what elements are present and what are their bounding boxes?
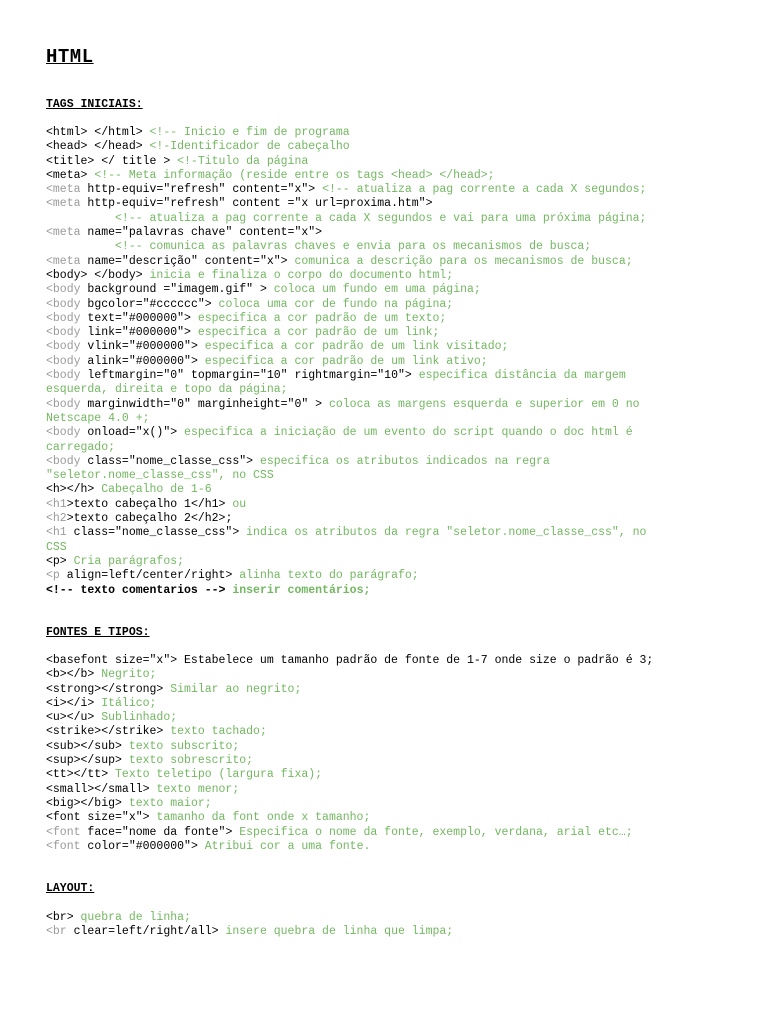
tag-start-text: <font: [46, 839, 88, 853]
code-text: <b></b>: [46, 668, 102, 682]
reference-line: [46, 740, 736, 754]
comment-text: alinha texto do parágrafo;: [239, 569, 419, 583]
comment-text: quebra de linha;: [80, 911, 191, 924]
code-text: marginwidth="0" marginheight="0" >: [87, 397, 329, 411]
comment-text: carregado;: [46, 440, 116, 454]
code-text: align=left/center/right>: [66, 569, 240, 583]
code-text: <h></h>: [46, 483, 102, 497]
reference-line: [46, 584, 736, 598]
code-text: alink="#000000">: [87, 354, 205, 368]
section-heading-tags-iniciais: TAGS INICIAIS:: [46, 98, 143, 111]
tag-start-text: <h1: [46, 497, 67, 511]
comment-text: texto tachado;: [170, 725, 267, 739]
code-text: background ="imagem.gif" >: [87, 283, 274, 297]
reference-line: [46, 398, 736, 412]
comment-text: Atribui cor a uma fonte.: [204, 839, 371, 853]
tag-start-text: <font: [46, 825, 88, 839]
comment-text: Especifica o nome da fonte, exemplo, verdana, arial etc…;: [239, 825, 633, 839]
code-text: <head> </head>: [46, 140, 150, 154]
code-text: <tt></tt>: [46, 768, 116, 782]
code-text: <strong></strong>: [46, 682, 171, 696]
code-text: leftmargin="0" topmargin="10" rightmargin="10">: [87, 369, 419, 383]
reference-line: [46, 383, 736, 397]
tag-start-text: <body: [46, 354, 88, 368]
comment-text: Itálico;: [101, 696, 157, 710]
comment-text: texto sobrescrito;: [128, 754, 254, 768]
comment-text: especifica a cor padrão de um link;: [197, 326, 440, 340]
reference-line: [46, 240, 736, 254]
reference-line: [46, 512, 736, 526]
comment-text: indica os atributos da regra "seletor.nome_classe_css", no: [246, 526, 647, 540]
tag-start-text: <body: [46, 426, 88, 440]
code-text: <title> </ title >: [46, 154, 178, 168]
comment-text: <!-Titulo da página: [177, 154, 309, 168]
tag-start-text: <body: [46, 369, 88, 383]
comment-text: Netscape 4.0 +;: [46, 411, 150, 425]
tag-start-text: <body: [46, 454, 88, 468]
section-heading-fontes-e-tipos: FONTES E TIPOS:: [46, 626, 150, 639]
tag-start-text: <body: [46, 326, 88, 340]
code-text: class="nome_classe_css">: [87, 454, 260, 468]
code-text: <br>: [46, 911, 81, 924]
reference-line: [46, 654, 736, 668]
code-text: <u></u>: [46, 711, 102, 725]
tag-start-text: <h1: [46, 526, 74, 540]
reference-line: [46, 498, 736, 512]
code-text: <i></i>: [46, 696, 102, 710]
comment-text: coloca as margens esquerda e superior em 0 no: [328, 397, 640, 411]
code-text: face="nome da fonte">: [87, 825, 240, 839]
reference-line: [46, 326, 736, 340]
comment-text: Texto teletipo (largura fixa);: [115, 768, 323, 782]
comment-text: texto maior;: [128, 796, 212, 810]
code-text: name="palavras chave" content="x">: [87, 226, 323, 240]
comment-text: especifica a cor padrão de um link ativo;: [204, 354, 488, 368]
tag-start-text: <p: [46, 569, 67, 583]
reference-line: [46, 155, 736, 169]
comment-text: especifica a iniciação de um evento do script quando o doc html é: [184, 426, 633, 440]
reference-line: [46, 283, 736, 297]
section-heading-layout: LAYOUT:: [46, 882, 95, 895]
reference-line: [46, 269, 736, 283]
comment-text: <!-- Inicio e fim de programa: [149, 126, 350, 139]
code-text: >texto cabeçalho 2</h2>;: [66, 512, 233, 526]
code-text: clear=left/right/all>: [73, 925, 226, 939]
code-text: <font size="x">: [46, 811, 157, 825]
reference-line: [46, 455, 736, 469]
comment-text: especifica distância da margem: [418, 369, 626, 383]
reference-line: [46, 911, 736, 925]
code-text: http-equiv="refresh" content ="x url=proxima.htm">: [87, 197, 433, 211]
comment-text: esquerda, direita e topo da página;: [46, 383, 288, 397]
code-text: <p>: [46, 554, 74, 568]
reference-line: [46, 312, 736, 326]
reference-line: [46, 569, 736, 583]
code-text: <strike></strike>: [46, 725, 171, 739]
comment-text: <!-- atualiza a pag corrente a cada X segundos;: [322, 183, 647, 197]
reference-line: [46, 668, 736, 682]
reference-line: [46, 355, 736, 369]
code-text: <body> </body>: [46, 268, 150, 282]
code-text: <sup></sup>: [46, 754, 129, 768]
reference-line: [46, 340, 736, 354]
code-text: bgcolor="#cccccc">: [87, 297, 219, 311]
reference-line: [46, 840, 736, 854]
tag-start-text: <h2: [46, 512, 67, 526]
tag-start-text: <meta: [46, 197, 88, 211]
code-text: >texto cabeçalho 1</h1>: [66, 497, 233, 511]
reference-line: [46, 426, 736, 440]
reference-line: [46, 768, 736, 782]
section-body-layout: [46, 911, 736, 940]
code-text: <basefont size="x"> Estabelece um tamanho padrão de fonte de 1-7 onde size o padrão é 3;: [46, 654, 654, 667]
comment-text: <!-- Meta informação (reside entre os tags <head> </head>;: [94, 168, 495, 182]
reference-line: [46, 725, 736, 739]
reference-line: [46, 255, 736, 269]
reference-line: [46, 797, 736, 811]
reference-line: [46, 469, 736, 483]
reference-line: [46, 441, 736, 455]
reference-line: [46, 412, 736, 426]
comment-text: especifica a cor padrão de um texto;: [197, 311, 447, 325]
code-text: text="#000000">: [87, 311, 198, 325]
comment-text: CSS: [46, 540, 67, 554]
comment-text: Cabeçalho de 1-6: [101, 483, 212, 497]
code-text: <!-- texto comentarios -->: [46, 583, 233, 597]
comment-text: insere quebra de linha que limpa;: [225, 925, 454, 939]
reference-line: [46, 925, 736, 939]
section-body-fontes-e-tipos: [46, 654, 736, 854]
reference-line: [46, 226, 736, 240]
reference-line: [46, 369, 736, 383]
section-body-tags-iniciais: [46, 126, 736, 598]
comment-text: Sublinhado;: [101, 711, 178, 725]
comment-text: texto subscrito;: [128, 739, 240, 753]
comment-text: "seletor.nome_classe_css", no CSS: [46, 469, 274, 483]
comment-text: Similar ao negrito;: [170, 682, 302, 696]
comment-text: inserir comentários;: [232, 583, 371, 597]
code-text: onload="x()">: [87, 426, 185, 440]
reference-line: [46, 298, 736, 312]
reference-line: [46, 754, 736, 768]
tag-start-text: <body: [46, 340, 88, 354]
code-text: class="nome_classe_css">: [73, 526, 247, 540]
reference-line: [46, 541, 736, 555]
reference-line: [46, 126, 736, 140]
code-text: <small></small>: [46, 782, 157, 796]
code-text: http-equiv="refresh" content="x">: [87, 183, 323, 197]
comment-text: coloca uma cor de fundo na página;: [218, 297, 454, 311]
reference-line: [46, 811, 736, 825]
code-text: link="#000000">: [87, 326, 198, 340]
reference-line: [46, 212, 736, 226]
reference-line: [46, 197, 736, 211]
reference-line: [46, 555, 736, 569]
comment-text: Cria parágrafos;: [73, 554, 185, 568]
tag-start-text: <meta: [46, 254, 88, 268]
code-text: <sub></sub>: [46, 739, 129, 753]
comment-text: tamanho da font onde x tamanho;: [156, 811, 371, 825]
reference-line: [46, 140, 736, 154]
reference-line: [46, 697, 736, 711]
comment-text: especifica a cor padrão de um link visitado;: [204, 340, 509, 354]
comment-text: comunica a descrição para os mecanismos de busca;: [294, 254, 633, 268]
comment-text: <!-- comunica as palavras chaves e envia para os mecanismos de busca;: [46, 240, 592, 254]
tag-start-text: <br: [46, 925, 74, 939]
tag-start-text: <meta: [46, 226, 88, 240]
reference-line: [46, 826, 736, 840]
reference-line: [46, 526, 736, 540]
tag-start-text: <body: [46, 297, 88, 311]
page-title: HTML: [46, 46, 94, 68]
code-text: <big></big>: [46, 796, 129, 810]
reference-line: [46, 169, 736, 183]
reference-line: [46, 683, 736, 697]
comment-text: Negrito;: [101, 668, 157, 682]
comment-text: texto menor;: [156, 782, 240, 796]
reference-line: [46, 711, 736, 725]
code-text: color="#000000">: [87, 839, 205, 853]
tag-start-text: <body: [46, 397, 88, 411]
code-text: name="descrição" content="x">: [87, 254, 295, 268]
tag-start-text: <body: [46, 283, 88, 297]
code-text: vlink="#000000">: [87, 340, 205, 354]
comment-text: coloca um fundo em uma página;: [273, 283, 481, 297]
comment-text: <!-Identificador de cabeçalho: [149, 140, 350, 154]
comment-text: especifica os atributos indicados na regra: [259, 454, 550, 468]
code-text: <meta>: [46, 168, 95, 182]
tag-start-text: <body: [46, 311, 88, 325]
comment-text: <!-- atualiza a pag corrente a cada X segundos e vai para uma próxima página;: [46, 211, 647, 225]
reference-line: [46, 183, 736, 197]
code-text: <html> </html>: [46, 126, 150, 139]
tag-start-text: <meta: [46, 183, 88, 197]
comment-text: inicia e finaliza o corpo do documento html;: [149, 268, 454, 282]
reference-line: [46, 783, 736, 797]
comment-text: ou: [232, 497, 247, 511]
reference-line: [46, 483, 736, 497]
